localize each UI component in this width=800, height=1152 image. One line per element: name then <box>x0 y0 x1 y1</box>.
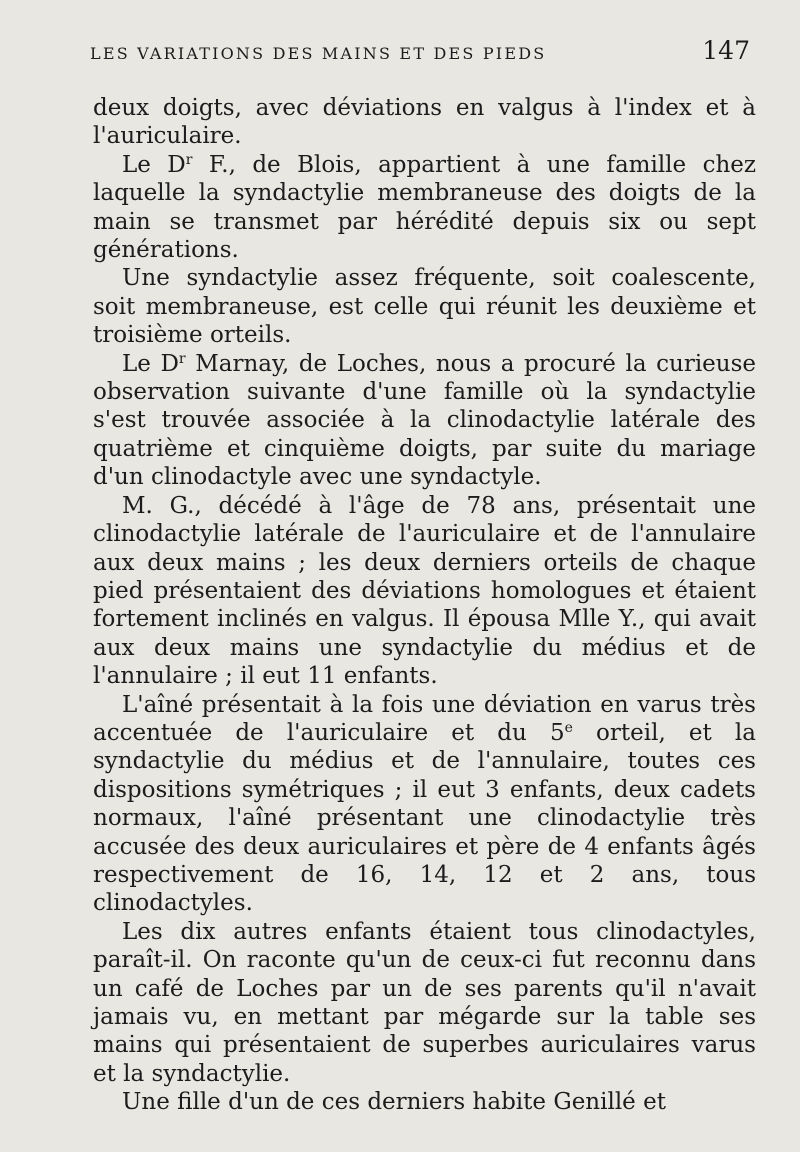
text-run: Le D <box>122 151 186 178</box>
paragraph-4 <box>93 350 756 492</box>
text-run: Les dix autres enfants étaient tous clinodactyles, paraît-il. On raconte qu'un de ceux-ci fut reconnu dans un café de Loches par un de ses parents qu'il n'avait jamais vu, en mettant par mégarde sur la table ses mains qui présentaient de superbes auriculaires varus et la syndactylie. <box>93 918 756 1087</box>
text-run: L'aîné présentait à la fois une déviation en varus très accentuée de l'auriculaire et du 5 <box>93 691 756 746</box>
text-run: deux doigts, avec déviations en valgus à l'index et à l'auriculaire. <box>93 95 756 150</box>
text-run: M. G., décédé à l'âge de 78 ans, présentait une clinodactylie latérale de l'auriculaire et de l'annulaire aux deux mains ; les deux derniers orteils de chaque pied présentaient des déviations homologues et étaient fortement inclinés en valgus. Il épousa Mlle Y., qui avait aux deux mains une syndactylie du médius et de l'annulaire ; il eut 11 enfants. <box>93 492 756 690</box>
text-run: orteil, et la syndactylie du médius et de l'annulaire, toutes ces dispositions symétriques ; il eut 3 enfants, deux cadets normaux, l'aîné présentant une clinodactylie très accusée des deux auriculaires et père de 4 enfants âgés respectivement de 16, 14, 12 et 2 ans, tous clinodactyles. <box>93 719 756 917</box>
page-number: 147 <box>702 36 750 65</box>
paragraph-8 <box>93 1088 756 1116</box>
superscript: e <box>564 719 573 736</box>
body-text <box>93 94 756 1117</box>
superscript: r <box>178 350 186 367</box>
text-run: F., de Blois, appartient à une famille chez laquelle la syndactylie membraneuse des doigts de la main se transmet par hérédité depuis six ou sept générations. <box>93 151 756 264</box>
running-title: LES VARIATIONS DES MAINS ET DES PIEDS <box>90 44 547 63</box>
paragraph-7 <box>93 918 756 1088</box>
text-run: Le D <box>122 350 179 377</box>
running-head <box>90 36 750 76</box>
text-run: Marnay, de Loches, nous a procuré la curieuse observation suivante d'une famille où la syndactylie s'est trouvée associée à la clinodactylie latérale des quatrième et cinquième doigts, par suite du mariage d'un clinodactyle avec une syndactyle. <box>93 350 757 491</box>
text-run: Une fille d'un de ces derniers habite Genillé et <box>122 1089 666 1116</box>
paragraph-6 <box>93 691 756 918</box>
paragraph-2 <box>93 151 756 265</box>
superscript: r <box>185 151 193 168</box>
paragraph-1 <box>93 94 756 151</box>
text-run: Une syndactylie assez fréquente, soit coalescente, soit membraneuse, est celle qui réunit les deuxième et troisième orteils. <box>93 265 756 349</box>
paragraph-3 <box>93 264 756 349</box>
paragraph-5 <box>93 492 756 691</box>
